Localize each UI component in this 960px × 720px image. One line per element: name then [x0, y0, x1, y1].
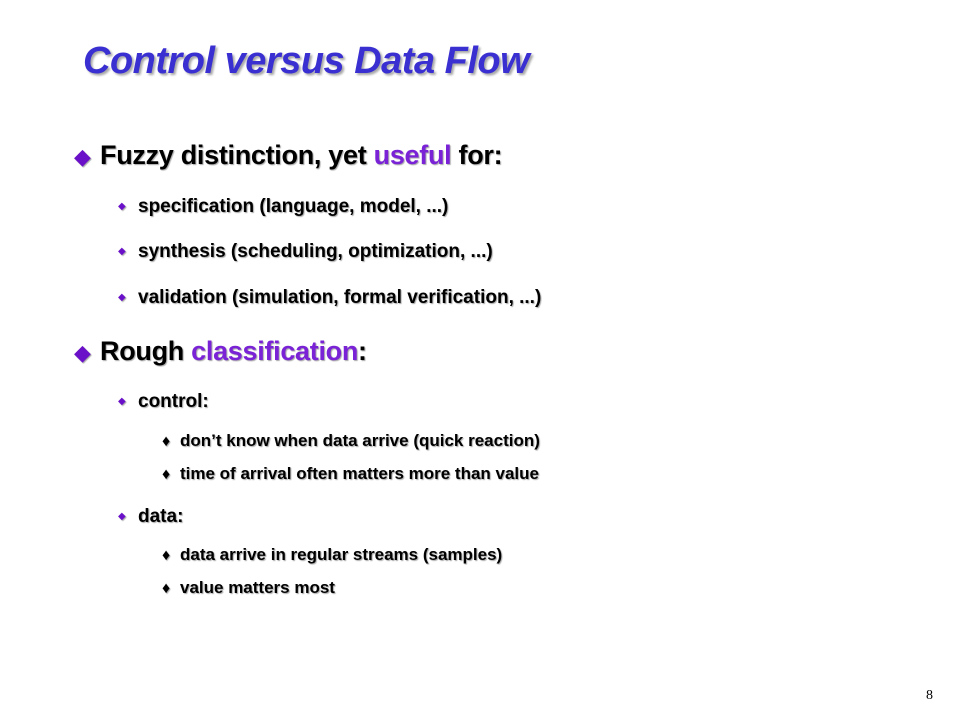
highlight-classification: classification [191, 336, 359, 366]
sub-bullet-data: ◆ data: [118, 506, 184, 527]
bullet-point-useful: ◆ Fuzzy distinction, yet useful for: [74, 140, 503, 170]
small-diamond-bullet-icon: ◆ [118, 292, 126, 303]
diamond-suit-bullet-icon: ♦ [162, 580, 171, 597]
page-number: 8 [926, 688, 933, 703]
small-diamond-bullet-icon: ◆ [118, 246, 126, 257]
small-diamond-bullet-icon: ◆ [118, 511, 126, 522]
bullet-point-classification: ◆ Rough classification: [74, 336, 367, 366]
sub-bullet-control: ◆ control: [118, 391, 209, 412]
sub-sub-bullet-time-of-arrival: ♦ time of arrival often matters more than value [162, 464, 539, 483]
sub-sub-bullet-regular-streams: ♦ data arrive in regular streams (samples) [162, 545, 503, 564]
diamond-suit-bullet-icon: ♦ [162, 547, 171, 564]
sub-bullet-validation: ◆ validation (simulation, formal verification, ...) [118, 287, 542, 308]
diamond-bullet-icon: ◆ [74, 340, 91, 365]
sub-sub-bullet-quick-reaction: ♦ don’t know when data arrive (quick reaction) [162, 431, 540, 450]
sub-sub-bullet-value-matters: ♦ value matters most [162, 578, 335, 597]
small-diamond-bullet-icon: ◆ [118, 201, 126, 212]
sub-bullet-specification: ◆ specification (language, model, ...) [118, 196, 449, 217]
slide-title: Control versus Data Flow [83, 40, 530, 82]
diamond-suit-bullet-icon: ♦ [162, 433, 171, 450]
diamond-bullet-icon: ◆ [74, 144, 91, 169]
small-diamond-bullet-icon: ◆ [118, 396, 126, 407]
diamond-suit-bullet-icon: ♦ [162, 466, 171, 483]
sub-bullet-synthesis: ◆ synthesis (scheduling, optimization, ...) [118, 241, 493, 262]
highlight-useful: useful [373, 140, 452, 170]
